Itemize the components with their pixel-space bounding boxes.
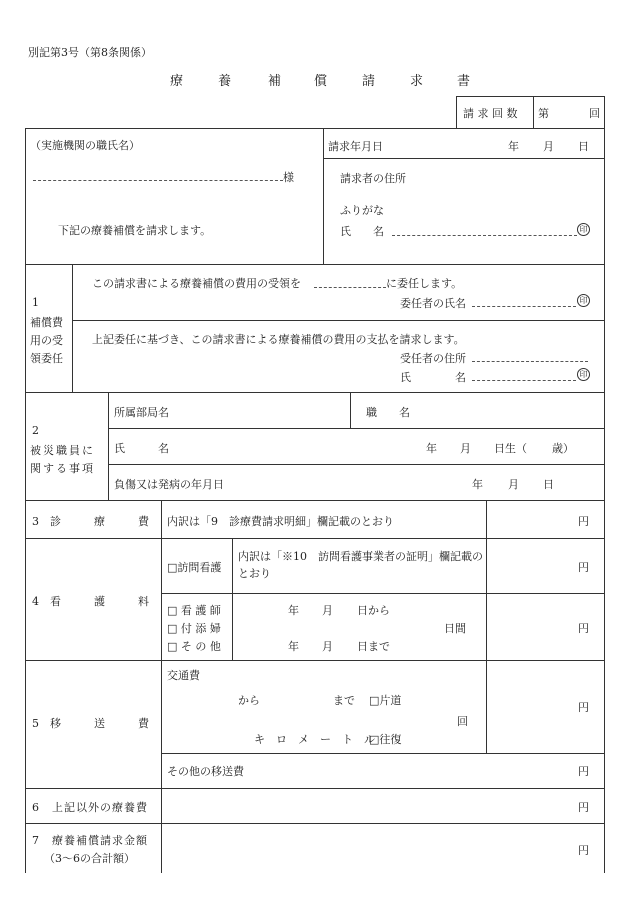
nurse-option-checkbox[interactable]: □ 看 護 師 bbox=[167, 604, 221, 617]
one-way-checkbox[interactable]: □片道 bbox=[369, 694, 402, 707]
title-char: 補 bbox=[268, 74, 282, 89]
nursing-days-label: 日間 bbox=[444, 622, 466, 635]
transport-label: 交通費 bbox=[167, 669, 200, 682]
section1-label-line: 領委任 bbox=[30, 352, 63, 365]
trip-count-label: 回 bbox=[457, 715, 468, 728]
delegation-text-a: この請求書による療養補償の費用の受領を bbox=[92, 277, 301, 290]
claimant-name-line[interactable] bbox=[392, 235, 577, 236]
title-char: 請 bbox=[362, 74, 376, 89]
visit-nursing-checkbox[interactable]: □訪問看護 bbox=[167, 561, 222, 574]
delegator-name-line[interactable] bbox=[472, 306, 576, 307]
birth-day-suffix: 日生（ bbox=[494, 442, 527, 455]
visit-nursing-unit: 円 bbox=[578, 561, 589, 574]
birth-year: 年 bbox=[426, 442, 437, 455]
section7-sublabel: （3〜6の合計額） bbox=[44, 852, 135, 865]
nursing-to-month: 月 bbox=[322, 640, 333, 653]
title-char: 療 bbox=[170, 74, 184, 89]
form-number: 別記第3号（第8条関係） bbox=[28, 46, 152, 59]
claim-count-prefix: 第 bbox=[538, 107, 549, 120]
payment-claim-text: 上記委任に基づき、この請求書による療養補償の費用の支払を請求します。 bbox=[92, 333, 465, 346]
section7-unit: 円 bbox=[578, 844, 589, 857]
nursing-to-day: 日まで bbox=[357, 640, 390, 653]
section3-label: 3 診 療 費 bbox=[32, 515, 149, 528]
injury-month: 月 bbox=[508, 478, 519, 491]
claim-date-day: 日 bbox=[578, 140, 589, 153]
age-suffix: 歳） bbox=[552, 442, 574, 455]
round-trip-checkbox[interactable]: □往復 bbox=[369, 733, 402, 746]
honorific: 様 bbox=[283, 171, 294, 184]
transport-from-label: から bbox=[238, 694, 260, 707]
employee-name-label: 氏 名 bbox=[114, 442, 169, 455]
injury-day: 日 bbox=[543, 478, 554, 491]
title-char: 償 bbox=[314, 74, 328, 89]
title-char: 養 bbox=[218, 74, 232, 89]
kilometer-label: キ ロ メ ー ト ル bbox=[254, 733, 375, 746]
section1-label-line: 1 bbox=[32, 296, 39, 309]
furigana-label: ふりがな bbox=[340, 204, 384, 217]
visit-nursing-detail: 内訳は「※10 訪問看護事業者の証明」欄記載のとおり bbox=[238, 550, 483, 580]
section1-label-line: 補償費 bbox=[30, 316, 63, 329]
attendant-option-checkbox[interactable]: □ 付 添 婦 bbox=[167, 622, 221, 635]
transport-to-label: まで bbox=[333, 694, 355, 707]
section2-label-line: 被災職員に bbox=[30, 444, 95, 457]
nursing-fee-unit: 円 bbox=[578, 622, 589, 635]
medical-fee-unit: 円 bbox=[578, 515, 589, 528]
delegator-name-label: 委任者の氏名 bbox=[400, 297, 466, 310]
department-label: 所属部局名 bbox=[114, 406, 169, 419]
institution-label: （実施機関の職氏名） bbox=[30, 139, 140, 152]
section2-label-line: 2 bbox=[32, 424, 39, 437]
birth-month: 月 bbox=[460, 442, 471, 455]
other-transport-label: その他の移送費 bbox=[167, 765, 244, 778]
claimant-address-label: 請求者の住所 bbox=[340, 172, 406, 185]
other-option-checkbox[interactable]: □ そ の 他 bbox=[167, 640, 221, 653]
request-text: 下記の療養補償を請求します。 bbox=[58, 224, 212, 237]
delegate-name-line[interactable] bbox=[314, 287, 386, 288]
section4-label: 4 看 護 料 bbox=[32, 595, 149, 608]
nursing-from-day: 日から bbox=[357, 604, 390, 617]
institution-name-line[interactable] bbox=[33, 180, 283, 181]
transport-fee-unit: 円 bbox=[578, 701, 589, 714]
title-char: 書 bbox=[457, 74, 471, 89]
section1-label-line: 用の受 bbox=[30, 334, 63, 347]
seal-mark: 印 bbox=[577, 294, 590, 307]
injury-year: 年 bbox=[472, 478, 483, 491]
recipient-name-line[interactable] bbox=[472, 380, 576, 381]
claim-date-label: 請求年月日 bbox=[328, 140, 383, 153]
nursing-from-month: 月 bbox=[322, 604, 333, 617]
section6-unit: 円 bbox=[578, 801, 589, 814]
other-transport-unit: 円 bbox=[578, 765, 589, 778]
claim-date-month: 月 bbox=[543, 140, 554, 153]
title-char: 求 bbox=[410, 74, 424, 89]
claim-count-label: 請 求 回 数 bbox=[463, 107, 518, 120]
position-label: 職 名 bbox=[366, 406, 410, 419]
delegation-text-b: に委任します。 bbox=[386, 277, 463, 290]
nursing-to-year: 年 bbox=[288, 640, 299, 653]
recipient-address-label: 受任者の住所 bbox=[400, 352, 466, 365]
section5-label: 5 移 送 費 bbox=[32, 717, 149, 730]
claimant-name-label: 氏 名 bbox=[340, 225, 384, 238]
section7-label: 7 療養補償請求金額 bbox=[32, 834, 148, 847]
nursing-from-year: 年 bbox=[288, 604, 299, 617]
recipient-address-line[interactable] bbox=[472, 361, 588, 362]
section2-label-line: 関する事項 bbox=[30, 462, 95, 475]
claim-count-suffix: 回 bbox=[589, 107, 600, 120]
claim-date-year: 年 bbox=[508, 140, 519, 153]
seal-mark: 印 bbox=[577, 223, 590, 236]
section6-label: 6 上記以外の療養費 bbox=[32, 801, 148, 814]
recipient-name-label: 氏 名 bbox=[400, 371, 466, 384]
medical-fee-detail: 内訳は「9 診療費請求明細」欄記載のとおり bbox=[167, 515, 394, 528]
seal-mark: 印 bbox=[577, 368, 590, 381]
injury-date-label: 負傷又は発病の年月日 bbox=[114, 478, 224, 491]
